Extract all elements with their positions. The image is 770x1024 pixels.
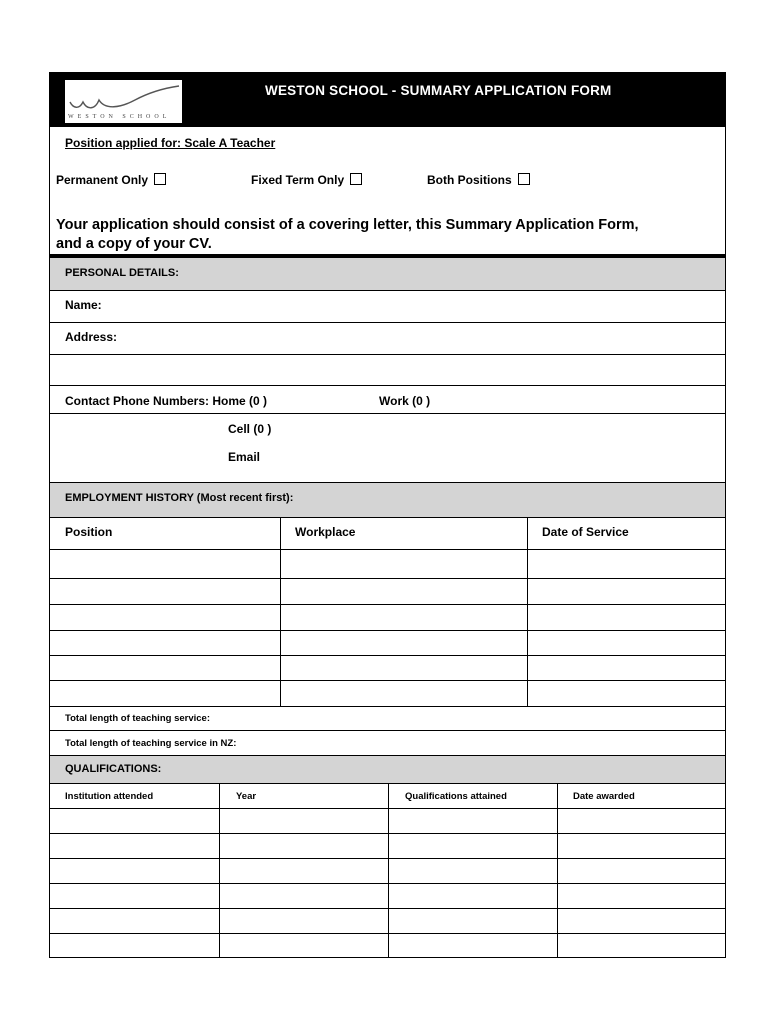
option-fixed-term-label: Fixed Term Only bbox=[251, 173, 345, 187]
form-header bbox=[50, 73, 725, 127]
logo-text: WESTON SCHOOL bbox=[68, 114, 171, 120]
instructions bbox=[56, 216, 639, 254]
home-phone-label: Contact Phone Numbers: Home (0 ) bbox=[65, 394, 268, 408]
instructions-line-2: and a copy of your CV. bbox=[56, 236, 212, 252]
total-teaching-service: Total length of teaching service: bbox=[65, 713, 210, 724]
table-row bbox=[50, 908, 725, 909]
address-label: Address: bbox=[65, 330, 118, 344]
cell-phone-label: Cell (0 ) bbox=[228, 422, 272, 436]
work-phone-label: Work (0 ) bbox=[379, 394, 431, 408]
qualifications-heading: QUALIFICATIONS: bbox=[65, 763, 162, 775]
option-permanent-label: Permanent Only bbox=[56, 173, 149, 187]
col-qualifications: Qualifications attained bbox=[405, 791, 507, 802]
col-date-of-service: Date of Service bbox=[542, 525, 629, 539]
col-date-awarded: Date awarded bbox=[573, 791, 635, 802]
option-both-label: Both Positions bbox=[427, 173, 512, 187]
col-year: Year bbox=[236, 791, 257, 802]
option-fixed-term[interactable] bbox=[251, 173, 362, 187]
permanent-checkbox[interactable] bbox=[154, 173, 166, 185]
table-row bbox=[50, 578, 725, 579]
table-row bbox=[50, 630, 725, 631]
table-row bbox=[50, 680, 725, 681]
table-row bbox=[50, 933, 725, 934]
total-teaching-service-nz: Total length of teaching service in NZ: bbox=[65, 738, 237, 749]
table-row bbox=[50, 655, 725, 656]
col-workplace: Workplace bbox=[295, 525, 356, 539]
both-positions-checkbox[interactable] bbox=[518, 173, 530, 185]
option-permanent[interactable] bbox=[56, 173, 166, 187]
option-both[interactable] bbox=[427, 173, 530, 187]
table-row bbox=[50, 858, 725, 859]
personal-details-header bbox=[50, 258, 725, 290]
qualifications-header bbox=[50, 756, 725, 783]
col-position: Position bbox=[65, 525, 113, 539]
table-row bbox=[50, 833, 725, 834]
personal-details-heading: PERSONAL DETAILS: bbox=[65, 267, 179, 279]
application-form bbox=[49, 72, 726, 958]
school-logo bbox=[65, 80, 182, 123]
table-row bbox=[50, 883, 725, 884]
table-row bbox=[50, 604, 725, 605]
employment-history-header bbox=[50, 483, 725, 517]
fixed-term-checkbox[interactable] bbox=[350, 173, 362, 185]
instructions-line-1: Your application should consist of a covering letter, this Summary Application Form, bbox=[56, 217, 639, 233]
name-label: Name: bbox=[65, 298, 102, 312]
position-applied-for: Position applied for: Scale A Teacher bbox=[65, 136, 276, 150]
employment-history-heading: EMPLOYMENT HISTORY (Most recent first): bbox=[65, 492, 294, 504]
email-label: Email bbox=[228, 450, 261, 464]
col-institution: Institution attended bbox=[65, 791, 154, 802]
form-title: WESTON SCHOOL - SUMMARY APPLICATION FORM bbox=[265, 83, 612, 98]
